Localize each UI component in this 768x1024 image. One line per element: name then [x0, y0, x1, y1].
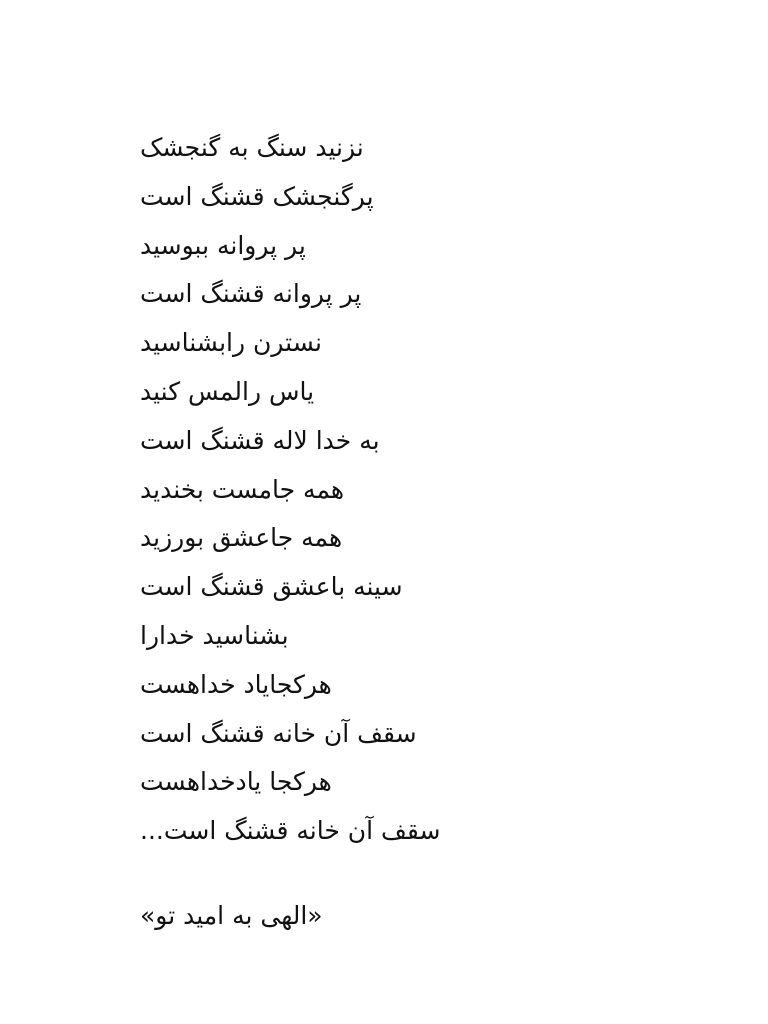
poem-line-11: بشناسید خدارا	[140, 620, 289, 650]
poem-line-15: سقف آن خانه قشنگ است...	[140, 816, 441, 846]
poem-closing-line: «الهی به امید تو»	[140, 901, 323, 930]
poem-line-7: به خدا لاله قشنگ است	[140, 425, 380, 455]
poem-line-2: پرگنجشک قشنگ است	[140, 181, 374, 211]
poem-line-8: همه جامست بخندید	[140, 474, 345, 504]
poem-line-10: سینه باعشق قشنگ است	[140, 572, 403, 602]
poem-line-6: یاس رالمس کنید	[140, 376, 315, 406]
poem-line-14: هرکجا یادخداهست	[140, 767, 332, 797]
poem-line-4: پر پروانه قشنگ است	[140, 279, 362, 309]
poem-line-1: نزنید سنگ به گنجشک	[140, 133, 364, 162]
poem-line-9: همه جاعشق بورزید	[140, 523, 343, 553]
poem-line-3: پر پروانه ببوسید	[140, 230, 306, 260]
poem-line-5: نسترن رابشناسید	[140, 328, 322, 358]
poem-body	[140, 124, 700, 856]
poem-line-12: هرکجایاد خداهست	[140, 669, 332, 699]
poem-line-13: سقف آن خانه قشنگ است	[140, 718, 417, 748]
